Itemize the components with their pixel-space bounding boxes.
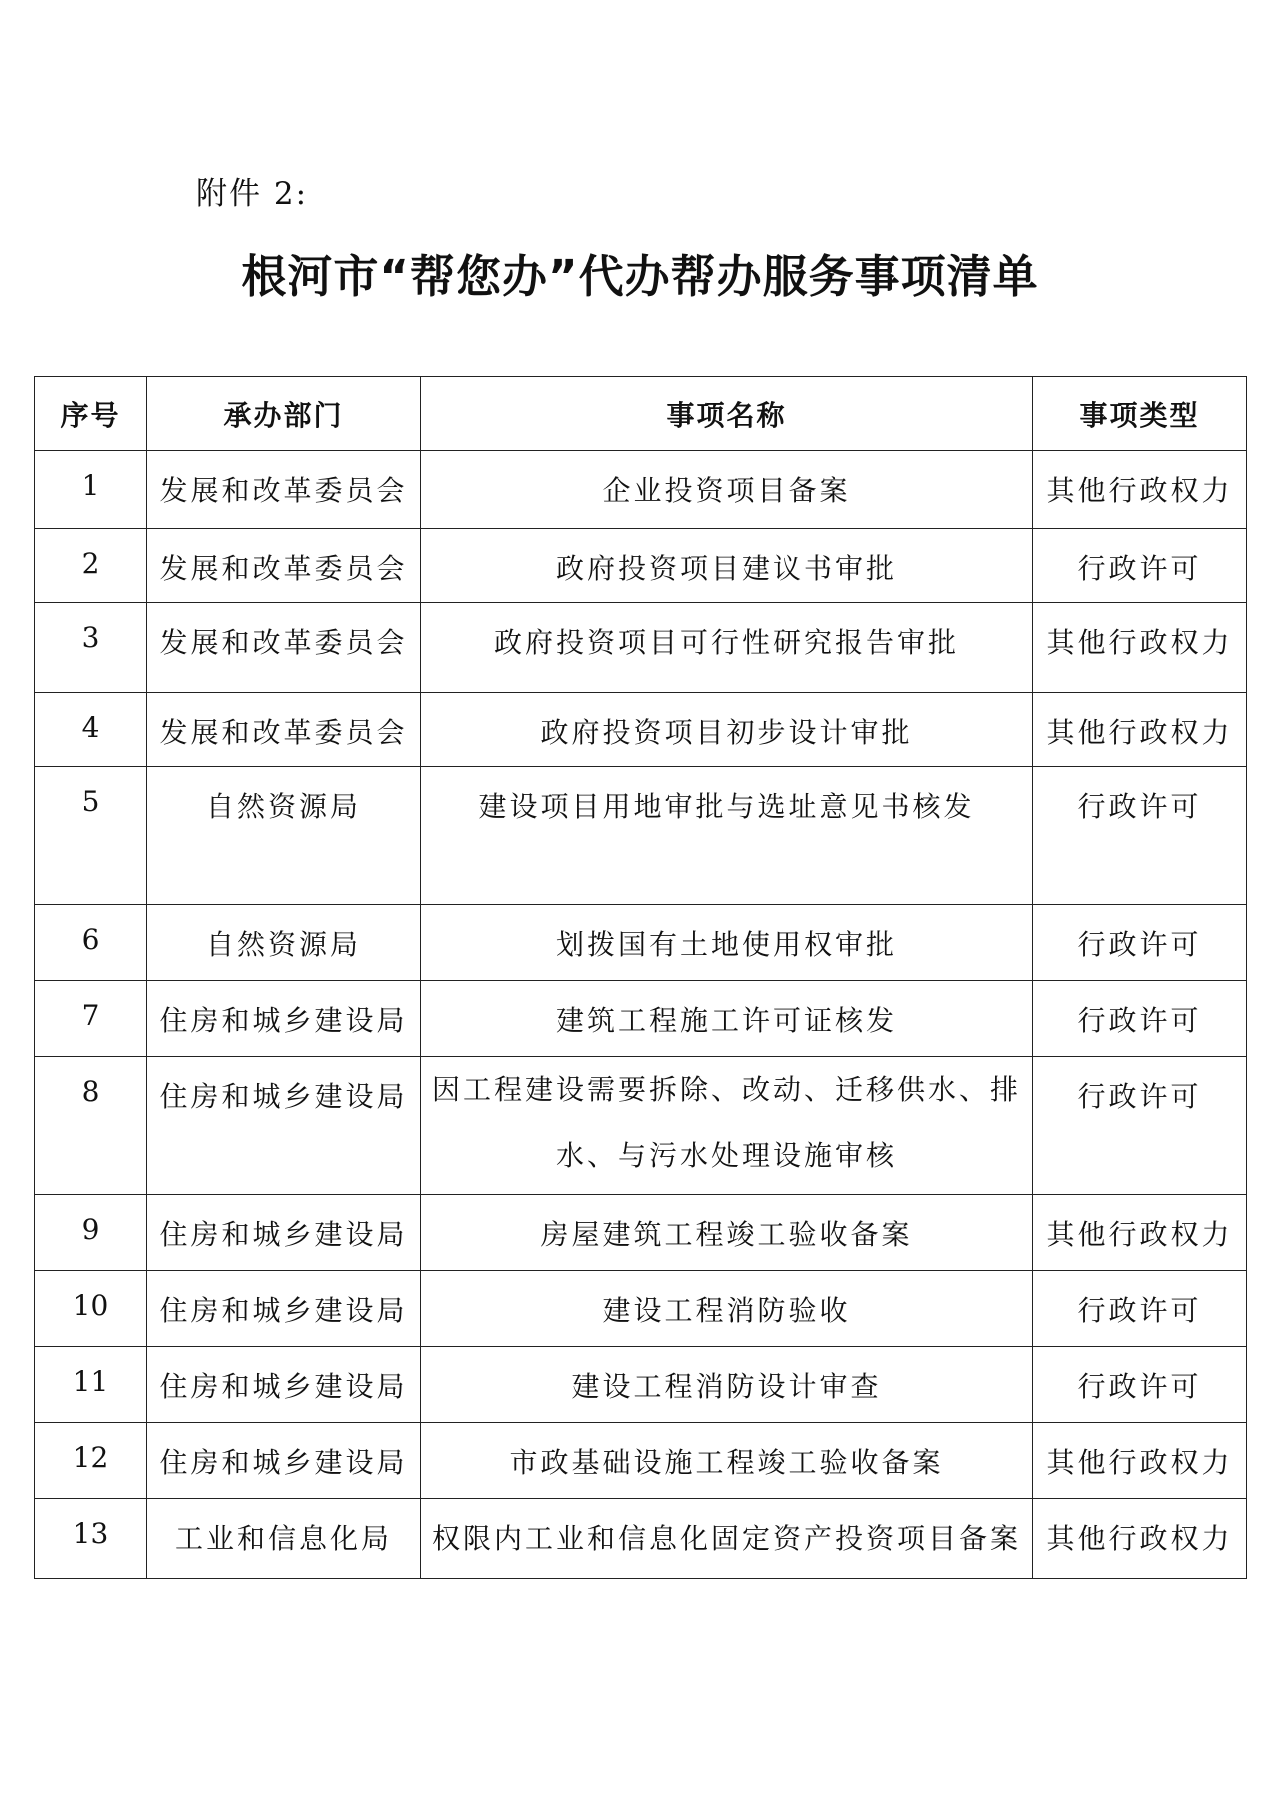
cell-type: 其他行政权力 [1033,693,1247,767]
cell-type: 行政许可 [1033,905,1247,981]
cell-type: 其他行政权力 [1033,1423,1247,1499]
cell-type: 行政许可 [1033,1057,1247,1195]
cell-item: 建设工程消防设计审查 [421,1347,1033,1423]
table-row [35,1499,1247,1579]
header-dept: 承办部门 [147,377,421,451]
cell-dept: 工业和信息化局 [147,1499,421,1579]
cell-type: 其他行政权力 [1033,451,1247,529]
table-row [35,603,1247,693]
cell-type: 行政许可 [1033,1347,1247,1423]
table-header-row [35,377,1247,451]
cell-no: 4 [35,693,147,767]
cell-no: 3 [35,603,147,693]
cell-type: 其他行政权力 [1033,603,1247,693]
table-row [35,767,1247,905]
cell-dept: 发展和改革委员会 [147,603,421,693]
service-items-table [34,376,1247,1579]
cell-item: 企业投资项目备案 [421,451,1033,529]
cell-dept: 自然资源局 [147,767,421,905]
cell-dept: 住房和城乡建设局 [147,1423,421,1499]
cell-dept: 住房和城乡建设局 [147,981,421,1057]
table-row [35,451,1247,529]
cell-item: 政府投资项目建议书审批 [421,529,1033,603]
cell-no: 6 [35,905,147,981]
document-title: 根河市“帮您办”代办帮办服务事项清单 [241,250,1039,303]
cell-no: 12 [35,1423,147,1499]
cell-dept: 发展和改革委员会 [147,529,421,603]
cell-type: 行政许可 [1033,1271,1247,1347]
cell-item: 政府投资项目初步设计审批 [421,693,1033,767]
table-row [35,981,1247,1057]
cell-dept: 自然资源局 [147,905,421,981]
cell-item: 划拨国有土地使用权审批 [421,905,1033,981]
cell-item: 政府投资项目可行性研究报告审批 [421,603,1033,693]
cell-no: 1 [35,451,147,529]
cell-type: 其他行政权力 [1033,1499,1247,1579]
header-no: 序号 [35,377,147,451]
cell-no: 5 [35,767,147,905]
cell-item: 因工程建设需要拆除、改动、迁移供水、排水、与污水处理设施审核 [421,1057,1033,1195]
cell-dept: 发展和改革委员会 [147,693,421,767]
table-row [35,1195,1247,1271]
cell-dept: 发展和改革委员会 [147,451,421,529]
cell-dept: 住房和城乡建设局 [147,1195,421,1271]
cell-no: 7 [35,981,147,1057]
table-row [35,693,1247,767]
header-item: 事项名称 [421,377,1033,451]
cell-type: 其他行政权力 [1033,1195,1247,1271]
cell-item: 市政基础设施工程竣工验收备案 [421,1423,1033,1499]
cell-no: 8 [35,1057,147,1195]
cell-item: 建设项目用地审批与选址意见书核发 [421,767,1033,905]
cell-dept: 住房和城乡建设局 [147,1271,421,1347]
cell-item: 房屋建筑工程竣工验收备案 [421,1195,1033,1271]
table-row [35,1423,1247,1499]
table-row [35,1057,1247,1195]
cell-no: 10 [35,1271,147,1347]
table-row [35,529,1247,603]
cell-no: 11 [35,1347,147,1423]
cell-item: 建设工程消防验收 [421,1271,1033,1347]
cell-item: 权限内工业和信息化固定资产投资项目备案 [421,1499,1033,1579]
cell-no: 13 [35,1499,147,1579]
cell-no: 2 [35,529,147,603]
header-type: 事项类型 [1033,377,1247,451]
cell-type: 行政许可 [1033,529,1247,603]
cell-item: 建筑工程施工许可证核发 [421,981,1033,1057]
table-row [35,1271,1247,1347]
table-row [35,1347,1247,1423]
attachment-label: 附件 2: [196,176,309,212]
cell-type: 行政许可 [1033,981,1247,1057]
cell-no: 9 [35,1195,147,1271]
cell-dept: 住房和城乡建设局 [147,1347,421,1423]
cell-dept: 住房和城乡建设局 [147,1057,421,1195]
table-row [35,905,1247,981]
cell-type: 行政许可 [1033,767,1247,905]
